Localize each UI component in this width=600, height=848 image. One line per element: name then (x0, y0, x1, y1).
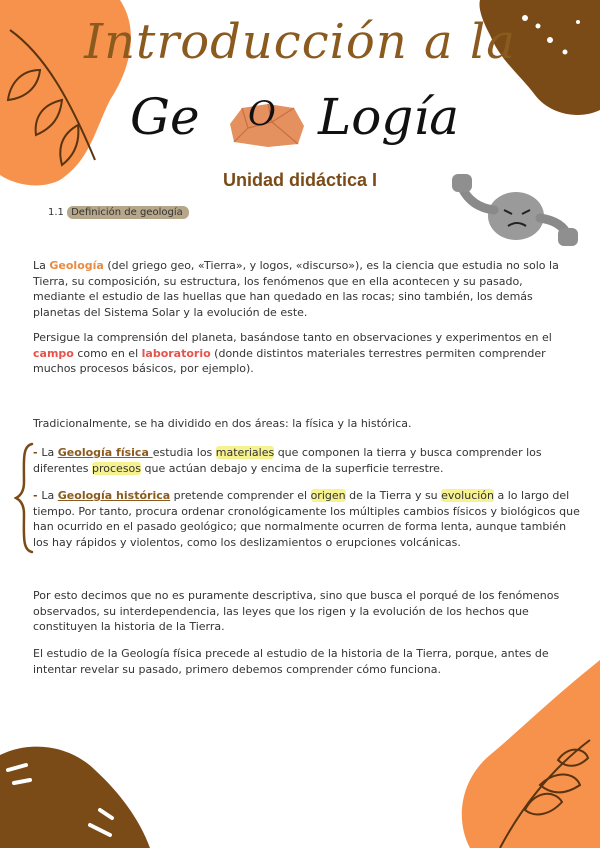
term-geologia: Geología (49, 259, 104, 272)
term-geologia-historica: Geología histórica (57, 489, 171, 502)
unit-subtitle: Unidad didáctica I (222, 170, 378, 190)
highlight-procesos: procesos (92, 461, 142, 475)
highlight-origen: origen (310, 489, 346, 502)
bullet-geologia-fisica: - La Geología física estudia los materiales que componen la tierra y busca comprender los diferentes procesos que actúan debajo y encima de la superficie terrestre. (33, 446, 542, 475)
section-number: 1.1 (48, 207, 64, 218)
title-logia: Logía (318, 88, 460, 146)
term-geologia-fisica: Geología física (57, 446, 153, 459)
paragraph-descriptive: Por esto decimos que no es puramente descriptiva, sino que busca el porqué de los fenómenos observados, su interdependencia, las leyes que los rigen y la evolución de los hechos que constituyen la historia de la Tierra. (33, 589, 560, 633)
term-laboratorio: laboratorio (141, 346, 211, 360)
highlight-evolucion: evolución (441, 489, 494, 502)
paragraph-precedence: El estudio de la Geología física precede al estudio de la historia de la Tierra, porque, antes de intentar revelar su pasado, primero debemos comprender cómo funciona. (33, 647, 549, 676)
title-ge: Ge (130, 88, 200, 146)
term-campo: campo (33, 346, 74, 360)
bullet-geologia-historica: - La Geología histórica pretende comprender el origen de la Tierra y su evolución a lo largo del tiempo. Por tanto, procura ordenar cronológicamente los múltiples cambios físicos y biológicos que han ocurrido en el pasado geológico; que normalmente ocurren de forma lenta, aunque también los hay rápidos y violentos, como los deslizamientos o erupciones volcánicas. (33, 489, 580, 549)
highlight-materiales: materiales (215, 446, 275, 459)
title-o: O (248, 94, 276, 134)
title-line-2 (0, 88, 600, 160)
bottom-left-blob (0, 735, 160, 848)
title-line-1: Introducción a la (84, 14, 516, 70)
geodude-icon (448, 170, 584, 248)
paragraph-areas: Tradicionalmente, se ha dividido en dos áreas: la física y la histórica. (33, 417, 412, 430)
section-heading (48, 207, 189, 218)
section-label: Definición de geología (67, 206, 189, 219)
paragraph-method: Persigue la comprensión del planeta, basándose tanto en observaciones y experimentos en el campo como en el laboratorio (donde distintos materiales terrestres permiten comprender muchos procesos básicos, por ejemplo). (33, 331, 552, 375)
bottom-right-blob (440, 660, 600, 848)
paragraph-definition: La Geología (del griego geo, «Tierra», y logos, «discurso»), es la ciencia que estudia no solo la Tierra, su composición, su estructura, los fenómenos que en ella acontecen y su pasado, mediante el estudio de las huellas que han quedado en las rocas; sino también, los demás planetas del Sistema Solar y la evolución de este. (33, 259, 559, 319)
